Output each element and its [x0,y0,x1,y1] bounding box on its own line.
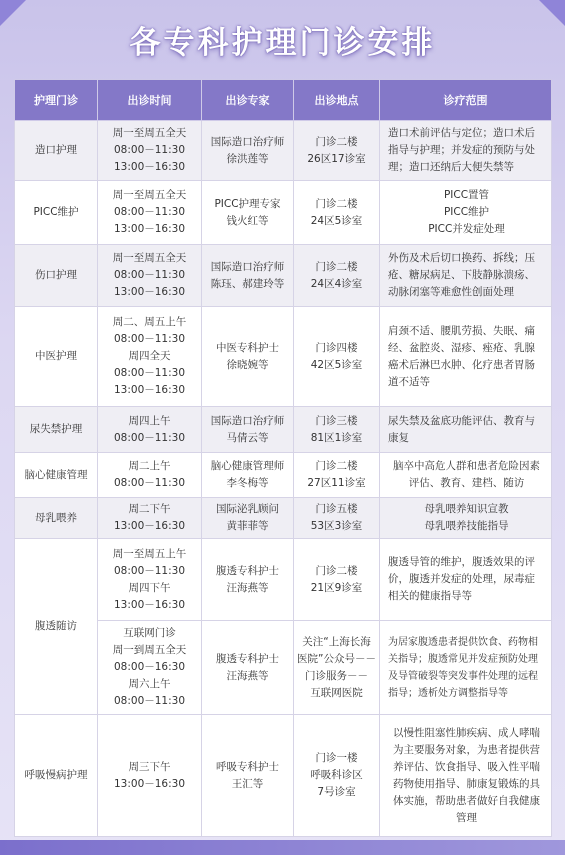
clinic-scope: 尿失禁及盆底功能评估、教育与 康复 [380,407,552,453]
clinic-expert: 腹透专科护士 汪海燕等 [202,539,294,621]
clinic-time: 周四上午 08:00－11:30 [98,407,202,453]
clinic-scope: PICC置管 PICC维护 PICC并发症处理 [380,181,552,245]
clinic-location: 门诊一楼 呼吸科诊区 7号诊室 [294,715,380,837]
table-row [15,539,552,621]
clinic-expert: 国际造口治疗师 徐洪莲等 [202,121,294,181]
clinic-expert: 中医专科护士 徐晓婉等 [202,307,294,407]
clinic-scope: 母乳喂养知识宣教 母乳喂养技能指导 [380,498,552,539]
clinic-location: 门诊五楼 53区3诊室 [294,498,380,539]
table-row [15,453,552,498]
table-row [15,307,552,407]
header-time: 出诊时间 [98,80,202,121]
clinic-location: 关注“上海长海 医院”公众号－－ 门诊服务－－ 互联网医院 [294,621,380,715]
clinic-time: 周三下午 13:00－16:30 [98,715,202,837]
clinic-location: 门诊二楼 26区17诊室 [294,121,380,181]
clinic-location: 门诊二楼 24区5诊室 [294,181,380,245]
table-row [15,407,552,453]
clinic-name: 伤口护理 [15,245,98,307]
clinic-name: 呼吸慢病护理 [15,715,98,837]
clinic-scope: 造口术前评估与定位；造口术后 指导与护理；并发症的预防与处 理；造口还纳后大便失禁等 [380,121,552,181]
clinic-scope: 为居家腹透患者提供饮食、药物相 关指导；腹透常见并发症预防处理 及导管破裂等突发事件处理的远程 指导；透析处方调整指导等 [380,621,552,715]
table-row [15,715,552,837]
clinic-expert: 腹透专科护士 汪海燕等 [202,621,294,715]
clinic-expert: 国际造口治疗师 马倩云等 [202,407,294,453]
clinic-scope: 以慢性阻塞性肺疾病、成人哮喘 为主要服务对象，为患者提供营 养评估、饮食指导、吸入性平喘 药物使用指导、肺康复锻炼的具 体实施，帮助患者做好自我健康 管理 [380,715,552,837]
clinic-expert: 脑心健康管理师 李冬梅等 [202,453,294,498]
clinic-time: 周一至周五全天 08:00－11:30 13:00－16:30 [98,181,202,245]
clinic-schedule-table [14,79,552,837]
clinic-location: 门诊二楼 21区9诊室 [294,539,380,621]
header-expert: 出诊专家 [202,80,294,121]
clinic-expert: 国际造口治疗师 陈珏、郝建玲等 [202,245,294,307]
header-clinic: 护理门诊 [15,80,98,121]
clinic-time: 周二下午 13:00－16:30 [98,498,202,539]
clinic-time: 周二上午 08:00－11:30 [98,453,202,498]
clinic-time: 周一至周五上午 08:00－11:30 周四下午 13:00－16:30 [98,539,202,621]
page-title: 各专科护理门诊安排 [129,24,436,61]
clinic-scope: 肩颈不适、腰肌劳损、失眠、痛 经、盆腔炎、湿疹、痤疮、乳腺 癌术后淋巴水肿、化疗患者胃肠 道不适等 [380,307,552,407]
clinic-time: 周一至周五全天 08:00－11:30 13:00－16:30 [98,121,202,181]
clinic-location: 门诊二楼 27区11诊室 [294,453,380,498]
table-row [15,121,552,181]
clinic-expert: PICC护理专家 钱火红等 [202,181,294,245]
clinic-scope: 外伤及术后切口换药、拆线；压 疮、糖尿病足、下肢静脉溃疡、 动脉闭塞等难愈性创面处理 [380,245,552,307]
table-row [15,181,552,245]
clinic-name: PICC维护 [15,181,98,245]
clinic-name: 腹透随访 [15,539,98,715]
bottom-decoration-strip [0,840,565,855]
clinic-location: 门诊三楼 81区1诊室 [294,407,380,453]
header-scope: 诊疗范围 [380,80,552,121]
clinic-location: 门诊二楼 24区4诊室 [294,245,380,307]
clinic-name: 中医护理 [15,307,98,407]
clinic-time: 周一至周五全天 08:00－11:30 13:00－16:30 [98,245,202,307]
clinic-location: 门诊四楼 42区5诊室 [294,307,380,407]
header-location: 出诊地点 [294,80,380,121]
table-row [15,245,552,307]
title-banner [0,0,565,78]
table-header-row [15,80,552,121]
clinic-expert: 呼吸专科护士 王汇等 [202,715,294,837]
clinic-scope: 脑卒中高危人群和患者危险因素 评估、教育、建档、随访 [380,453,552,498]
clinic-name: 造口护理 [15,121,98,181]
clinic-time: 互联网门诊 周一到周五全天 08:00－16:30 周六上午 08:00－11:30 [98,621,202,715]
clinic-scope: 腹透导管的维护，腹透效果的评 价，腹透并发症的处理，尿毒症 相关的健康指导等 [380,539,552,621]
clinic-time: 周二、周五上午 08:00－11:30 周四全天 08:00－11:30 13:00－16:30 [98,307,202,407]
clinic-name: 脑心健康管理 [15,453,98,498]
clinic-name: 母乳喂养 [15,498,98,539]
clinic-expert: 国际泌乳顾问 黄菲菲等 [202,498,294,539]
table-row [15,498,552,539]
clinic-name: 尿失禁护理 [15,407,98,453]
